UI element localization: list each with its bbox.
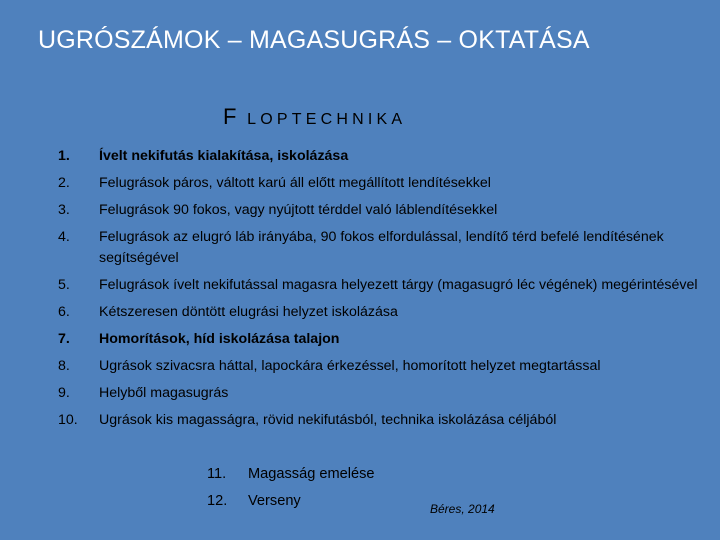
item-text: Felugrások páros, váltott karú áll előtt megállított lendítésekkel: [99, 175, 491, 191]
list-item: [58, 200, 698, 221]
item-text: Kétszeresen döntött elugrási helyzet iskolázása: [99, 304, 398, 320]
item-text: Verseny: [248, 493, 301, 509]
item-number: 1.: [58, 148, 70, 164]
item-number: 2.: [58, 175, 70, 191]
item-number: 5.: [58, 277, 70, 293]
list-item: [58, 410, 698, 431]
item-number: 12.: [207, 493, 228, 509]
list-item: [207, 464, 507, 485]
item-text: Helyből magasugrás: [99, 385, 229, 401]
item-text: Felugrások az elugró láb irányába, 90 fokos elfordulással, lendítő térd befelé lendítésének segítségével: [99, 229, 664, 266]
author-credit: Béres, 2014: [430, 502, 495, 516]
item-number: 6.: [58, 304, 70, 320]
item-number: 8.: [58, 358, 70, 374]
list-item: [58, 356, 698, 377]
item-number: 4.: [58, 229, 70, 245]
item-text: Homorítások, híd iskolázása talajon: [99, 331, 340, 347]
list-item: [58, 329, 698, 350]
list-item: [58, 227, 698, 269]
slide-subtitle: [223, 104, 406, 130]
list-item: [58, 275, 698, 296]
item-number: 9.: [58, 385, 70, 401]
item-text: Magasság emelése: [248, 466, 375, 482]
item-text: Felugrások ívelt nekifutással magasra helyezett tárgy (magasugró léc végének) megérintésével: [99, 277, 698, 293]
list-item: [58, 302, 698, 323]
subtitle-first-letter: F: [223, 104, 239, 129]
item-number: 10.: [58, 412, 78, 428]
list-item: [58, 383, 698, 404]
exercise-list: [58, 146, 698, 437]
item-text: Felugrások 90 fokos, vagy nyújtott térddel való láblendítésekkel: [99, 202, 498, 218]
item-number: 3.: [58, 202, 70, 218]
item-text: Ugrások szivacsra háttal, lapockára érkezéssel, homorított helyzet megtartással: [99, 358, 601, 374]
item-number: 11.: [207, 466, 227, 482]
list-item: [58, 146, 698, 167]
list-item: [58, 173, 698, 194]
subtitle-rest: LOPTECHNIKA: [247, 111, 407, 128]
item-text: Ívelt nekifutás kialakítása, iskolázása: [99, 148, 349, 164]
item-text: Ugrások kis magasságra, rövid nekifutásból, technika iskolázása céljából: [99, 412, 557, 428]
item-number: 7.: [58, 331, 70, 347]
slide-title: UGRÓSZÁMOK – MAGASUGRÁS – OKTATÁSA: [38, 26, 590, 54]
